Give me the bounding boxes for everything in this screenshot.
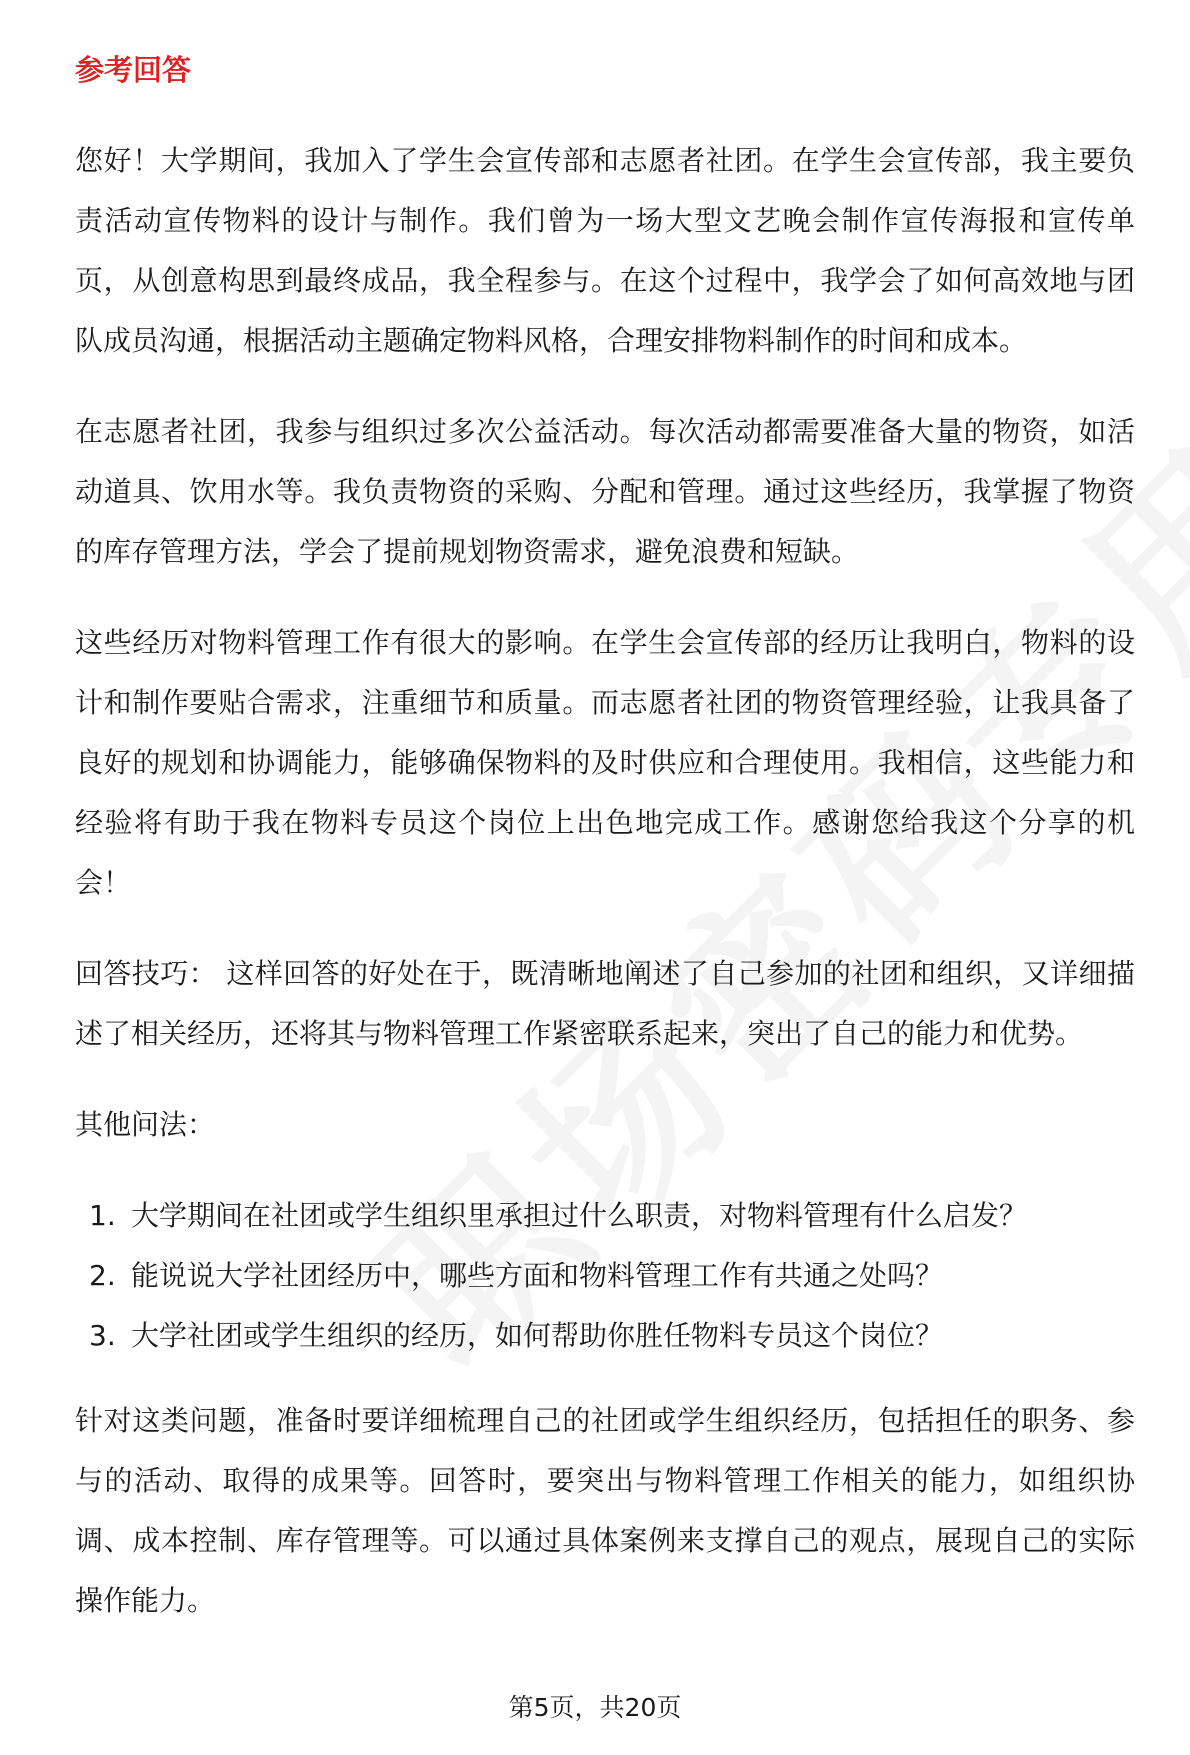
list-item: [75, 1246, 1135, 1306]
list-item: [75, 1306, 1135, 1366]
answer-paragraph-2: 在志愿者社团，我参与组织过多次公益活动。每次活动都需要准备大量的物资，如活动道具、饮用水等。我负责物资的采购、分配和管理。通过这些经历，我掌握了物资的库存管理方法，学会了提前规划物资需求，避免浪费和短缺。: [75, 415, 1135, 568]
list-item: [75, 1186, 1135, 1246]
list-item-text: 大学期间在社团或学生组织里承担过什么职责，对物料管理有什么启发？: [131, 1199, 1028, 1232]
list-item-number: 3.: [89, 1319, 116, 1352]
page-number-footer: 第5页，共20页: [508, 1693, 682, 1722]
other-questions-label: 其他问法：: [75, 1108, 216, 1141]
list-item-text: 大学社团或学生组织的经历，如何帮助你胜任物料专员这个岗位？: [131, 1319, 944, 1352]
other-questions-list: [75, 1186, 1135, 1366]
answer-tips: 回答技巧： 这样回答的好处在于，既清晰地阐述了自己参加的社团和组织，又详细描述了相关经历，还将其与物料管理工作紧密联系起来，突出了自己的能力和优势。: [75, 957, 1135, 1050]
list-item-number: 2.: [89, 1259, 116, 1292]
section-heading: 参考回答: [75, 53, 192, 87]
list-item-text: 能说说大学社团经历中，哪些方面和物料管理工作有共通之处吗？: [131, 1259, 944, 1292]
answer-paragraph-3: 这些经历对物料管理工作有很大的影响。在学生会宣传部的经历让我明白，物料的设计和制作要贴合需求，注重细节和质量。而志愿者社团的物资管理经验，让我具备了良好的规划和协调能力，能够确保物料的及时供应和合理使用。我相信，这些能力和经验将有助于我在物料专员这个岗位上出色地完成工作。感谢您给我这个分享的机会！: [75, 626, 1135, 899]
page-content: [75, 50, 1135, 1662]
closing-paragraph: 针对这类问题，准备时要详细梳理自己的社团或学生组织经历，包括担任的职务、参与的活动、取得的成果等。回答时，要突出与物料管理工作相关的能力，如组织协调、成本控制、库存管理等。可以通过具体案例来支撑自己的观点，展现自己的实际操作能力。: [75, 1404, 1135, 1617]
list-item-number: 1.: [89, 1199, 116, 1232]
answer-paragraph-1: 您好！大学期间，我加入了学生会宣传部和志愿者社团。在学生会宣传部，我主要负责活动宣传物料的设计与制作。我们曾为一场大型文艺晚会制作宣传海报和宣传单页，从创意构思到最终成品，我全程参与。在这个过程中，我学会了如何高效地与团队成员沟通，根据活动主题确定物料风格，合理安排物料制作的时间和成本。: [75, 144, 1135, 357]
